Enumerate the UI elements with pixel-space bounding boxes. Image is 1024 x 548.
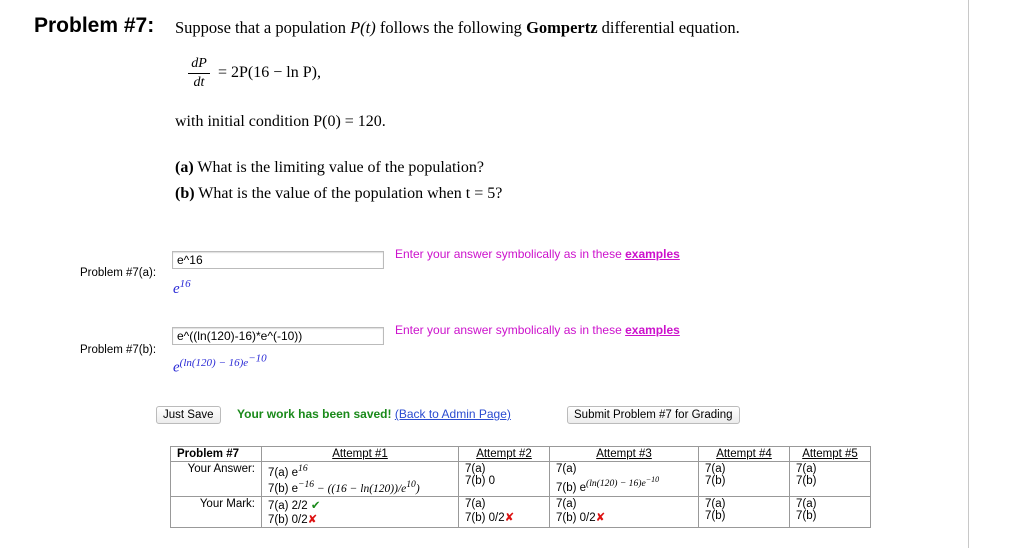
cross-icon: ✘ (307, 513, 318, 526)
part-a-examples-link[interactable]: examples (625, 247, 680, 261)
part-a-hint-text: Enter your answer symbolically as in these (395, 247, 626, 261)
attempts-table (170, 446, 871, 528)
eq-numerator: dP (191, 56, 207, 71)
eq-rhs: = 2P(16 − ln P), (218, 64, 321, 81)
attempt-1-answer-b-tail-exp: 10 (406, 478, 416, 490)
attempt-2-mark-b: 7(b) 0/2 (465, 511, 505, 524)
attempt-5-mark-b: 7(b) (796, 509, 817, 522)
attempt-4-mark-a: 7(a) (705, 497, 726, 510)
attempt-2-mark (459, 496, 550, 527)
attempts-header-2: Attempt #2 (459, 447, 550, 462)
attempt-3-answer-b-exp2: −10 (645, 475, 660, 484)
attempt-1-mark (262, 496, 459, 527)
answers-row (171, 462, 871, 497)
saved-text: Your work has been saved! (237, 407, 392, 421)
attempt-5-answer (790, 462, 871, 497)
fraction-bar (188, 73, 210, 74)
attempts-header-1: Attempt #1 (262, 447, 459, 462)
part-a-preview-base: e (173, 281, 180, 297)
attempt-1-answer-b-exp: −16 (298, 478, 315, 490)
attempt-4-mark (699, 496, 790, 527)
question-a-label: (a) (175, 159, 194, 176)
part-b-preview-exp2: −10 (248, 352, 267, 364)
attempt-4-answer-a: 7(a) (705, 463, 726, 475)
part-b-answer-input[interactable] (172, 327, 384, 345)
marks-row (171, 496, 871, 527)
cross-icon: ✘ (595, 511, 606, 524)
part-b-preview (173, 352, 267, 377)
attempt-4-answer (699, 462, 790, 497)
submit-for-grading-button[interactable]: Submit Problem #7 for Grading (567, 406, 740, 424)
initial-condition: with initial condition P(0) = 120. (175, 113, 386, 130)
attempt-5-mark (790, 496, 871, 527)
cross-icon: ✘ (504, 511, 515, 524)
attempt-3-mark-a: 7(a) (556, 497, 577, 510)
attempt-3-answer-b: 7(b) e (556, 482, 587, 495)
problem-heading: Problem #7: (34, 14, 155, 37)
part-b-label: Problem #7(b): (80, 344, 157, 356)
intro-text-3: differential equation. (597, 18, 740, 37)
question-a (175, 159, 484, 177)
attempts-header-3: Attempt #3 (550, 447, 699, 462)
attempt-5-answer-b: 7(b) (796, 475, 817, 487)
intro-text-2: follows the following (375, 18, 527, 37)
attempt-3-answer-b-exp: (ln(120) − 16)e (586, 478, 646, 490)
question-b-label: (b) (175, 185, 195, 202)
attempt-1-answer-b-tail: − ((16 − ln(120))/e (314, 482, 407, 495)
question-b-text: What is the value of the population when t = 5? (194, 185, 503, 202)
marks-row-label: Your Mark: (171, 496, 262, 527)
attempt-3-mark-b: 7(b) 0/2 (556, 511, 596, 524)
attempt-1-answer-a-exp: 16 (298, 463, 308, 474)
attempt-1-answer (262, 462, 459, 497)
part-b-preview-exp: (ln(120) − 16)e (179, 356, 249, 369)
question-a-text: What is the limiting value of the population? (193, 159, 484, 176)
attempts-header-row (171, 447, 871, 462)
back-to-admin-link[interactable]: (Back to Admin Page) (394, 407, 511, 421)
just-save-button[interactable]: Just Save (156, 406, 221, 424)
attempt-1-answer-b-end: ) (415, 482, 420, 495)
intro-text-1: Suppose that a population (175, 18, 351, 37)
intro-pt: P(t) (350, 18, 376, 37)
part-b-examples-link[interactable]: examples (625, 323, 680, 337)
part-b-hint (395, 323, 680, 337)
part-a-preview (173, 278, 191, 298)
attempt-2-answer-a: 7(a) (465, 463, 486, 475)
attempt-4-answer-b: 7(b) (705, 475, 726, 487)
attempt-5-mark-a: 7(a) (796, 497, 817, 510)
attempt-3-mark (550, 496, 699, 527)
attempt-3-answer-a: 7(a) (556, 463, 577, 475)
question-b (175, 185, 502, 203)
attempts-header-4: Attempt #4 (699, 447, 790, 462)
attempt-3-answer (550, 462, 699, 497)
attempt-2-answer-b: 7(b) 0 (465, 475, 496, 487)
attempt-2-answer (459, 462, 550, 497)
attempt-1-mark-b: 7(b) 0/2 (268, 513, 308, 526)
part-b-hint-text: Enter your answer symbolically as in these (395, 323, 626, 337)
problem-intro (175, 18, 740, 38)
answers-row-label: Your Answer: (171, 462, 262, 497)
part-a-label: Problem #7(a): (80, 267, 157, 279)
attempt-1-answer-b: 7(b) e (268, 482, 299, 495)
intro-gompertz: Gompertz (526, 18, 598, 37)
part-a-answer-input[interactable] (172, 251, 384, 269)
part-a-hint (395, 247, 680, 261)
part-b-preview-base: e (173, 359, 180, 376)
dp-dt-fraction (188, 56, 210, 91)
attempt-2-mark-a: 7(a) (465, 497, 486, 510)
attempt-4-mark-b: 7(b) (705, 509, 726, 522)
page-right-border (968, 0, 969, 548)
eq-denominator: dt (193, 75, 205, 90)
attempts-header-5: Attempt #5 (790, 447, 871, 462)
attempt-5-answer-a: 7(a) (796, 463, 817, 475)
attempts-header-problem: Problem #7 (171, 447, 262, 462)
saved-message (237, 407, 511, 421)
part-a-preview-exp: 16 (179, 278, 191, 290)
attempt-1-answer-a: 7(a) e (268, 466, 299, 479)
attempt-1-mark-a: 7(a) 2/2 (268, 499, 308, 512)
check-icon: ✔ (310, 499, 321, 512)
